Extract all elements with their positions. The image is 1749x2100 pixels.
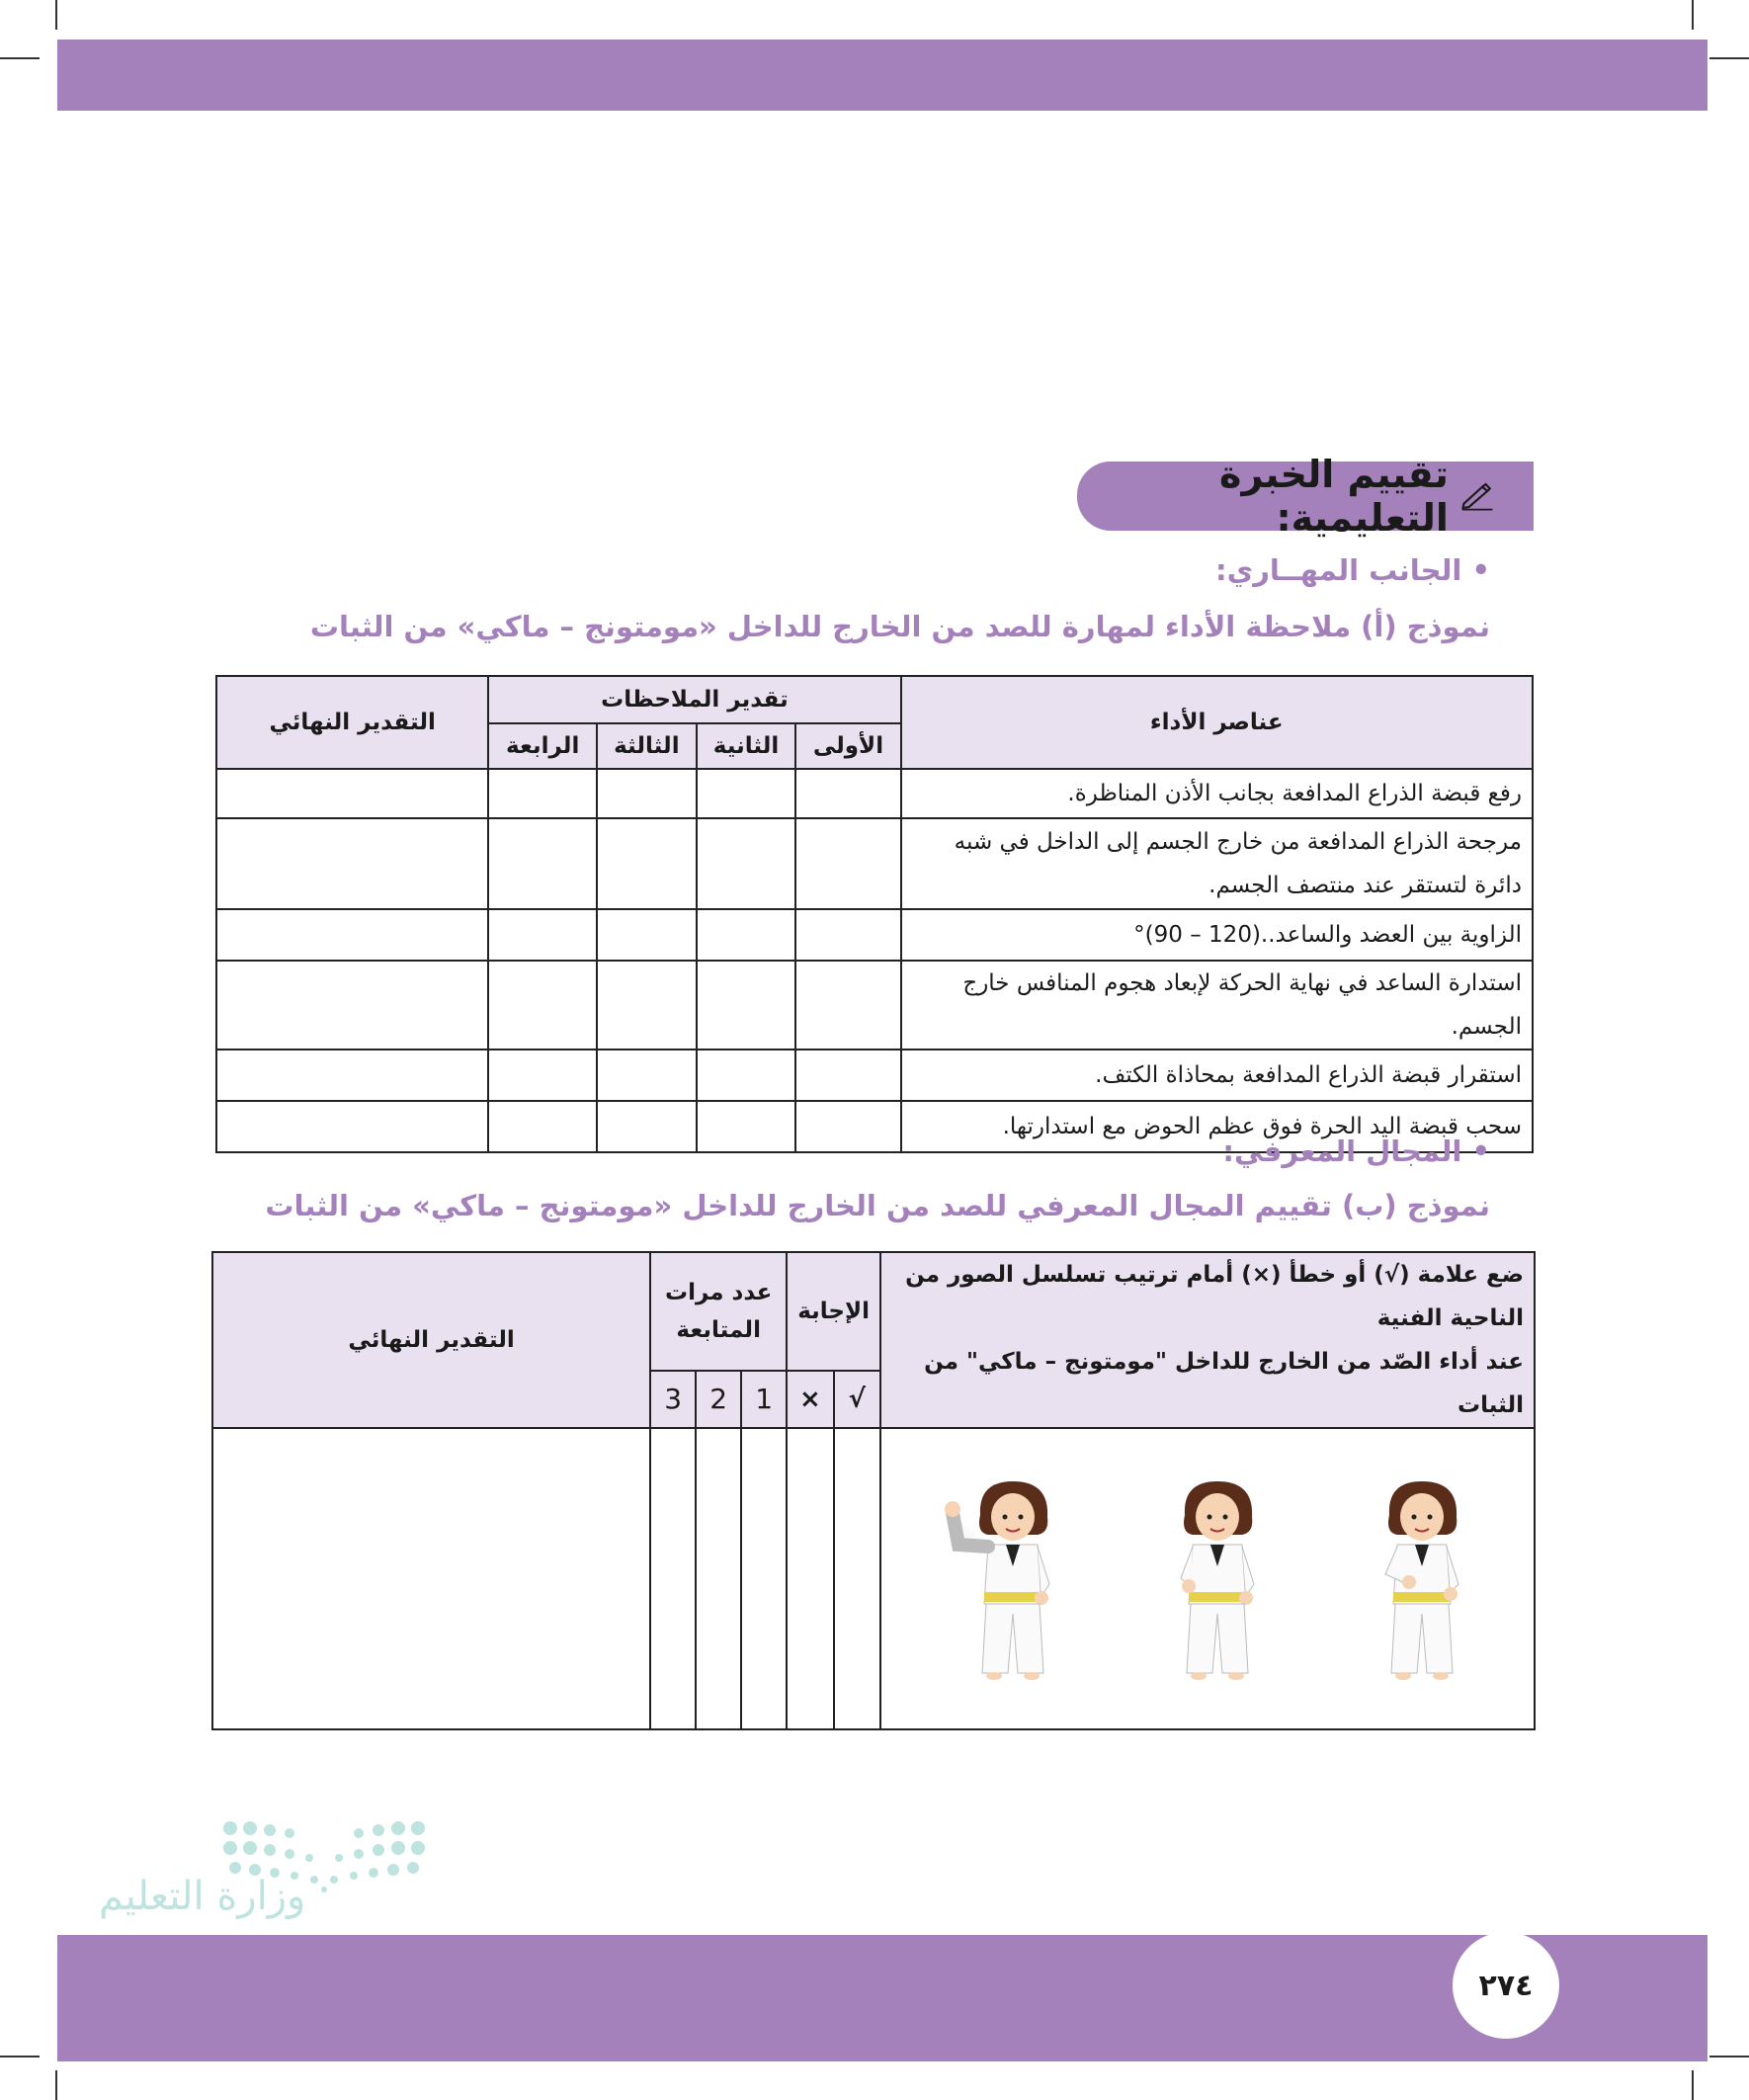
cognitive-heading: • المجال المعرفي: <box>1222 1134 1490 1168</box>
correct-mark-header: √ <box>834 1371 880 1428</box>
observation-cell[interactable] <box>697 909 796 961</box>
wrong-mark-header: × <box>787 1371 833 1428</box>
observation-cell[interactable] <box>697 961 796 1050</box>
question-line: ضع علامة (√) أو خطأ (×) أمام ترتيب تسلسل الصور من الناحية الفنية <box>905 1262 1524 1331</box>
performance-element: سحب قبضة اليد الحرة فوق عظم الحوض مع استدارتها. <box>901 1101 1534 1152</box>
observation-cell[interactable] <box>795 1050 900 1101</box>
crop-mark <box>0 2056 40 2058</box>
observation-cell[interactable] <box>697 1101 796 1152</box>
cognitive-question <box>880 1252 1535 1428</box>
skill-model-title: نموذج (أ) ملاحظة الأداء لمهارة للصد من الخارج للداخل «مومتونج – ماكي» من الثبات <box>309 610 1490 643</box>
observation-cell[interactable] <box>488 818 597 909</box>
observation-cell[interactable] <box>697 769 796 818</box>
cognitive-assessment-table <box>211 1251 1536 1730</box>
skill-heading: • الجانب المهــاري: <box>1215 553 1490 587</box>
wrong-answer-cell[interactable] <box>787 1428 833 1729</box>
elements-header: عناصر الأداء <box>901 676 1534 769</box>
final-grade-cell[interactable] <box>216 961 488 1050</box>
performance-element: مرجحة الذراع المدافعة من خارج الجسم إلى الداخل في شبه دائرة لتستقر عند منتصف الجسم. <box>901 818 1534 909</box>
ministry-logo-text: وزارة التعليم <box>99 1874 306 1919</box>
count-one-header: 1 <box>741 1371 787 1428</box>
observations-header: تقدير الملاحظات <box>488 676 900 723</box>
question-line: عند أداء الصّد من الخارج للداخل "مومتونج – ماكي" من الثبات <box>924 1349 1524 1418</box>
crop-mark <box>1692 0 1694 30</box>
answer-header: الإجابة <box>787 1252 880 1371</box>
final-grade-cell[interactable] <box>216 909 488 961</box>
crop-mark <box>0 57 40 59</box>
observation-cell[interactable] <box>488 961 597 1050</box>
table-row <box>216 961 1533 1050</box>
final-grade-cell[interactable] <box>212 1428 650 1729</box>
header-band <box>57 40 1707 111</box>
final-grade-cell[interactable] <box>216 1050 488 1101</box>
observation-cell[interactable] <box>697 818 796 909</box>
performance-element: الزاوية بين العضد والساعد..(120 – 90)° <box>901 909 1534 961</box>
observation-cell[interactable] <box>597 961 697 1050</box>
observation-cell[interactable] <box>488 769 597 818</box>
correct-answer-cell[interactable] <box>834 1428 880 1729</box>
follow-count-cell[interactable] <box>741 1428 787 1729</box>
observation-second-header: الثانية <box>697 723 796 769</box>
observation-third-header: الثالثة <box>597 723 697 769</box>
final-grade-cell[interactable] <box>216 818 488 909</box>
final-grade-cell[interactable] <box>216 769 488 818</box>
final-grade-header: التقدير النهائي <box>216 676 488 769</box>
observation-cell[interactable] <box>795 818 900 909</box>
karate-child-image <box>939 1475 1067 1683</box>
table-row <box>216 769 1533 818</box>
table-row <box>216 1050 1533 1101</box>
observation-fourth-header: الرابعة <box>488 723 597 769</box>
crop-mark <box>1692 2070 1694 2100</box>
performance-element: رفع قبضة الذراع المدافعة بجانب الأذن المناظرة. <box>901 769 1534 818</box>
section-title: تقييم الخبرة التعليمية: <box>1219 453 1449 540</box>
karate-child-image <box>1368 1475 1476 1683</box>
karate-sequence <box>881 1456 1534 1703</box>
observation-cell[interactable] <box>597 1050 697 1101</box>
observation-cell[interactable] <box>488 1050 597 1101</box>
image-sequence-cell <box>880 1428 1535 1729</box>
observation-cell[interactable] <box>795 909 900 961</box>
final-grade-cell[interactable] <box>216 1101 488 1152</box>
pen-writing-icon <box>1460 479 1494 513</box>
observation-cell[interactable] <box>488 909 597 961</box>
cognitive-model-title: نموذج (ب) تقييم المجال المعرفي للصد من الخارج للداخل «مومتونج – ماكي» من الثبات <box>265 1189 1490 1222</box>
crop-mark <box>55 0 57 30</box>
observation-cell[interactable] <box>795 769 900 818</box>
count-two-header: 2 <box>696 1371 741 1428</box>
count-three-header: 3 <box>650 1371 696 1428</box>
follow-count-header: عدد مرات المتابعة <box>650 1252 787 1371</box>
observation-cell[interactable] <box>488 1101 597 1152</box>
crop-mark <box>55 2070 57 2100</box>
observation-cell[interactable] <box>697 1050 796 1101</box>
crop-mark <box>1709 2056 1749 2058</box>
performance-observation-table <box>215 675 1534 1153</box>
observation-cell[interactable] <box>597 769 697 818</box>
performance-element: استقرار قبضة الذراع المدافعة بمحاذاة الكتف. <box>901 1050 1534 1101</box>
observation-cell[interactable] <box>597 909 697 961</box>
page-number: ٢٧٤ <box>1453 1932 1559 2039</box>
follow-count-cell[interactable] <box>696 1428 741 1729</box>
observation-cell[interactable] <box>597 1101 697 1152</box>
observation-cell[interactable] <box>597 818 697 909</box>
follow-count-cell[interactable] <box>650 1428 696 1729</box>
table-row <box>216 818 1533 909</box>
table-row <box>212 1428 1535 1729</box>
observation-cell[interactable] <box>795 1101 900 1152</box>
observation-first-header: الأولى <box>795 723 900 769</box>
final-grade-header: التقدير النهائي <box>212 1252 650 1428</box>
crop-mark <box>1709 57 1749 59</box>
table-row <box>216 909 1533 961</box>
observation-cell[interactable] <box>795 961 900 1050</box>
section-title-badge <box>1077 453 1534 540</box>
performance-element: استدارة الساعد في نهاية الحركة لإبعاد هجوم المنافس خارج الجسم. <box>901 961 1534 1050</box>
karate-child-image <box>1163 1475 1272 1683</box>
